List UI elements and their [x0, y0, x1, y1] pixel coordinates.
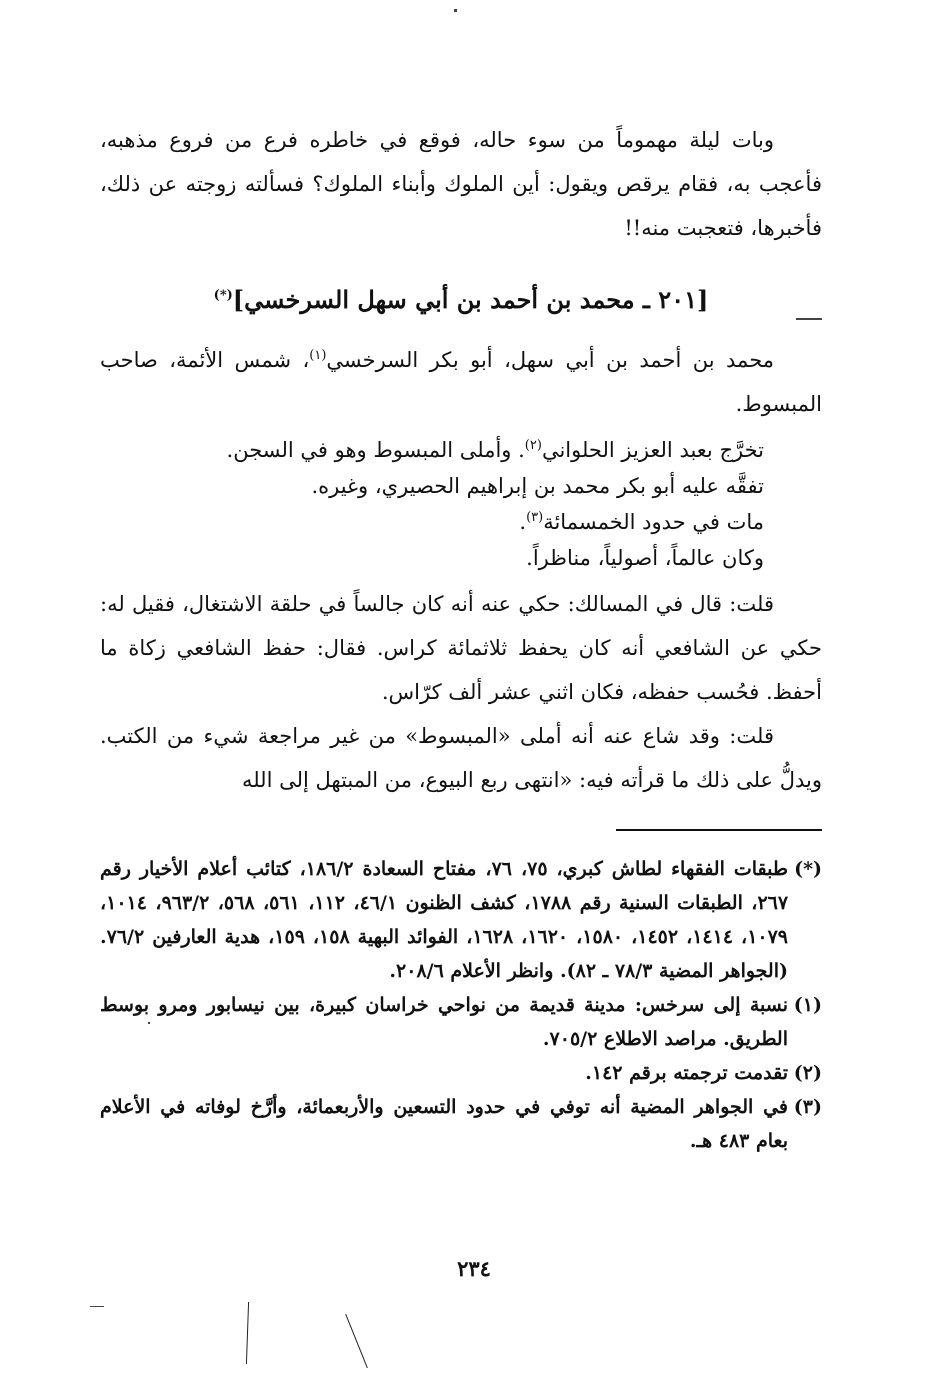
entry-heading-text: [٢٠١ ـ محمد بن أحمد بن أبي سهل السرخسي] [232, 285, 709, 314]
intro-paragraph: وبات ليلة مهموماً من سوء حاله، فوقع في خاطره فرع من فروع مذهبه، فأعجب به، فقام يرقص ويقول: أين الملوك وأبناء الملوك؟ فسألته زوجته عن ذلك، فأخبرها، فتعجبت منه!! [100, 128, 822, 240]
students-line: تفقَّه عليه أبو بكر محمد بن إبراهيم الحصيري، وغيره. [311, 474, 764, 498]
page-number: ٢٣٤ [457, 1256, 491, 1281]
footnote-item [100, 1090, 822, 1158]
scan-speck [796, 318, 822, 320]
footnote-item [100, 1056, 822, 1090]
footnote-mark: (٢) [793, 1062, 822, 1084]
name-text-rest: ، شمس الأئمة، صاحب المبسوط. [100, 348, 822, 416]
death-text-rest: . [519, 510, 527, 534]
studied-text-rest: . وأملى المبسوط وهو في السجن. [226, 438, 525, 462]
footnote-text: في الجواهر المضية أنه توفي في حدود التسعين والأربعمائة، وأرَّخ لوفاته في الأعلام بعام ٤٨٣ هـ. [100, 1096, 788, 1152]
entry-heading-footnote-ref: (*) [213, 288, 233, 303]
scan-stroke [345, 1314, 368, 1368]
death-text: مات في حدود الخمسمائة [543, 510, 764, 534]
scan-speck [148, 1022, 150, 1024]
footnote-mark: (*) [794, 858, 822, 880]
name-text: محمد بن أحمد بن أبي سهل، أبو بكر السرخسي [326, 348, 775, 372]
studied-text: تخرَّج بعبد العزيز الحلواني [541, 438, 764, 462]
scan-stroke [246, 1302, 249, 1364]
studied-footnote-ref: (٢) [524, 438, 542, 453]
studied-line [100, 432, 822, 468]
footnote-text: نسبة إلى سرخس: مدينة قديمة من نواحي خراسان كبيرة، بين نيسابور ومرو بوسط الطريق. مراصد الاطلاع ٧٠٥/٢. [100, 994, 788, 1050]
final-paragraph: قلت: وقد شاع عنه أنه أملى «المبسوط» من غير مراجعة شيء من الكتب. ويدلُّ على ذلك ما قرأته فيه: «انتهى ربع البيوع، من المبتهل إلى الله [100, 724, 822, 792]
footnote-text: تقدمت ترجمته برقم ١٤٢. [585, 1062, 788, 1084]
footnote-item [100, 852, 822, 988]
name-footnote-ref: (١) [309, 348, 327, 363]
name-paragraph [100, 338, 822, 426]
main-text [100, 118, 822, 802]
death-footnote-ref: (٣) [526, 510, 544, 525]
description-line: وكان عالماً، أصولياً، مناظراً. [526, 546, 764, 570]
footnote-mark: (١) [793, 994, 822, 1016]
footnote-mark: (٣) [793, 1096, 822, 1118]
footnote-separator [616, 829, 822, 831]
footnotes [100, 852, 822, 1158]
footnote-text: طبقات الفقهاء لطاش كبري، ٧٥، ٧٦، مفتاح السعادة ١٨٦/٢، كتائب أعلام الأخيار رقم ٢٦٧، الطبقات السنية رقم ١٧٨٨، كشف الظنون ٤٦/١، ١١٢، ٥٦١، ٥٦٨، ٩٦٣/٢، ١٠١٤، ١٠٧٩، ١٤١٤، ١٤٥٢، ١٥٨٠، ١٦٢٠، ١٦٢٨، الفوائد البهية ١٥٨، ١٥٩، هدية العارفين ٧٦/٢. (الجواهر المضية ٧٨/٣ ـ ٨٢). وانظر الأعلام ٢٠٨/٦. [100, 858, 789, 982]
entry-heading [100, 278, 822, 322]
death-line [100, 504, 822, 540]
bio-lines [100, 432, 822, 576]
footnote-item [100, 988, 822, 1056]
scan-speck [90, 1306, 104, 1307]
quote-paragraph: قلت: قال في المسالك: حكي عنه أنه كان جالساً في حلقة الاشتغال، فقيل له: حكي عن الشافعي أنه كان يحفظ ثلاثمائة كراس. فقال: حفظ الشافعي زكاة ما أحفظ. فحُسب حفظه، فكان اثني عشر ألف كرّاس. [100, 592, 822, 704]
scan-speck [454, 9, 457, 12]
